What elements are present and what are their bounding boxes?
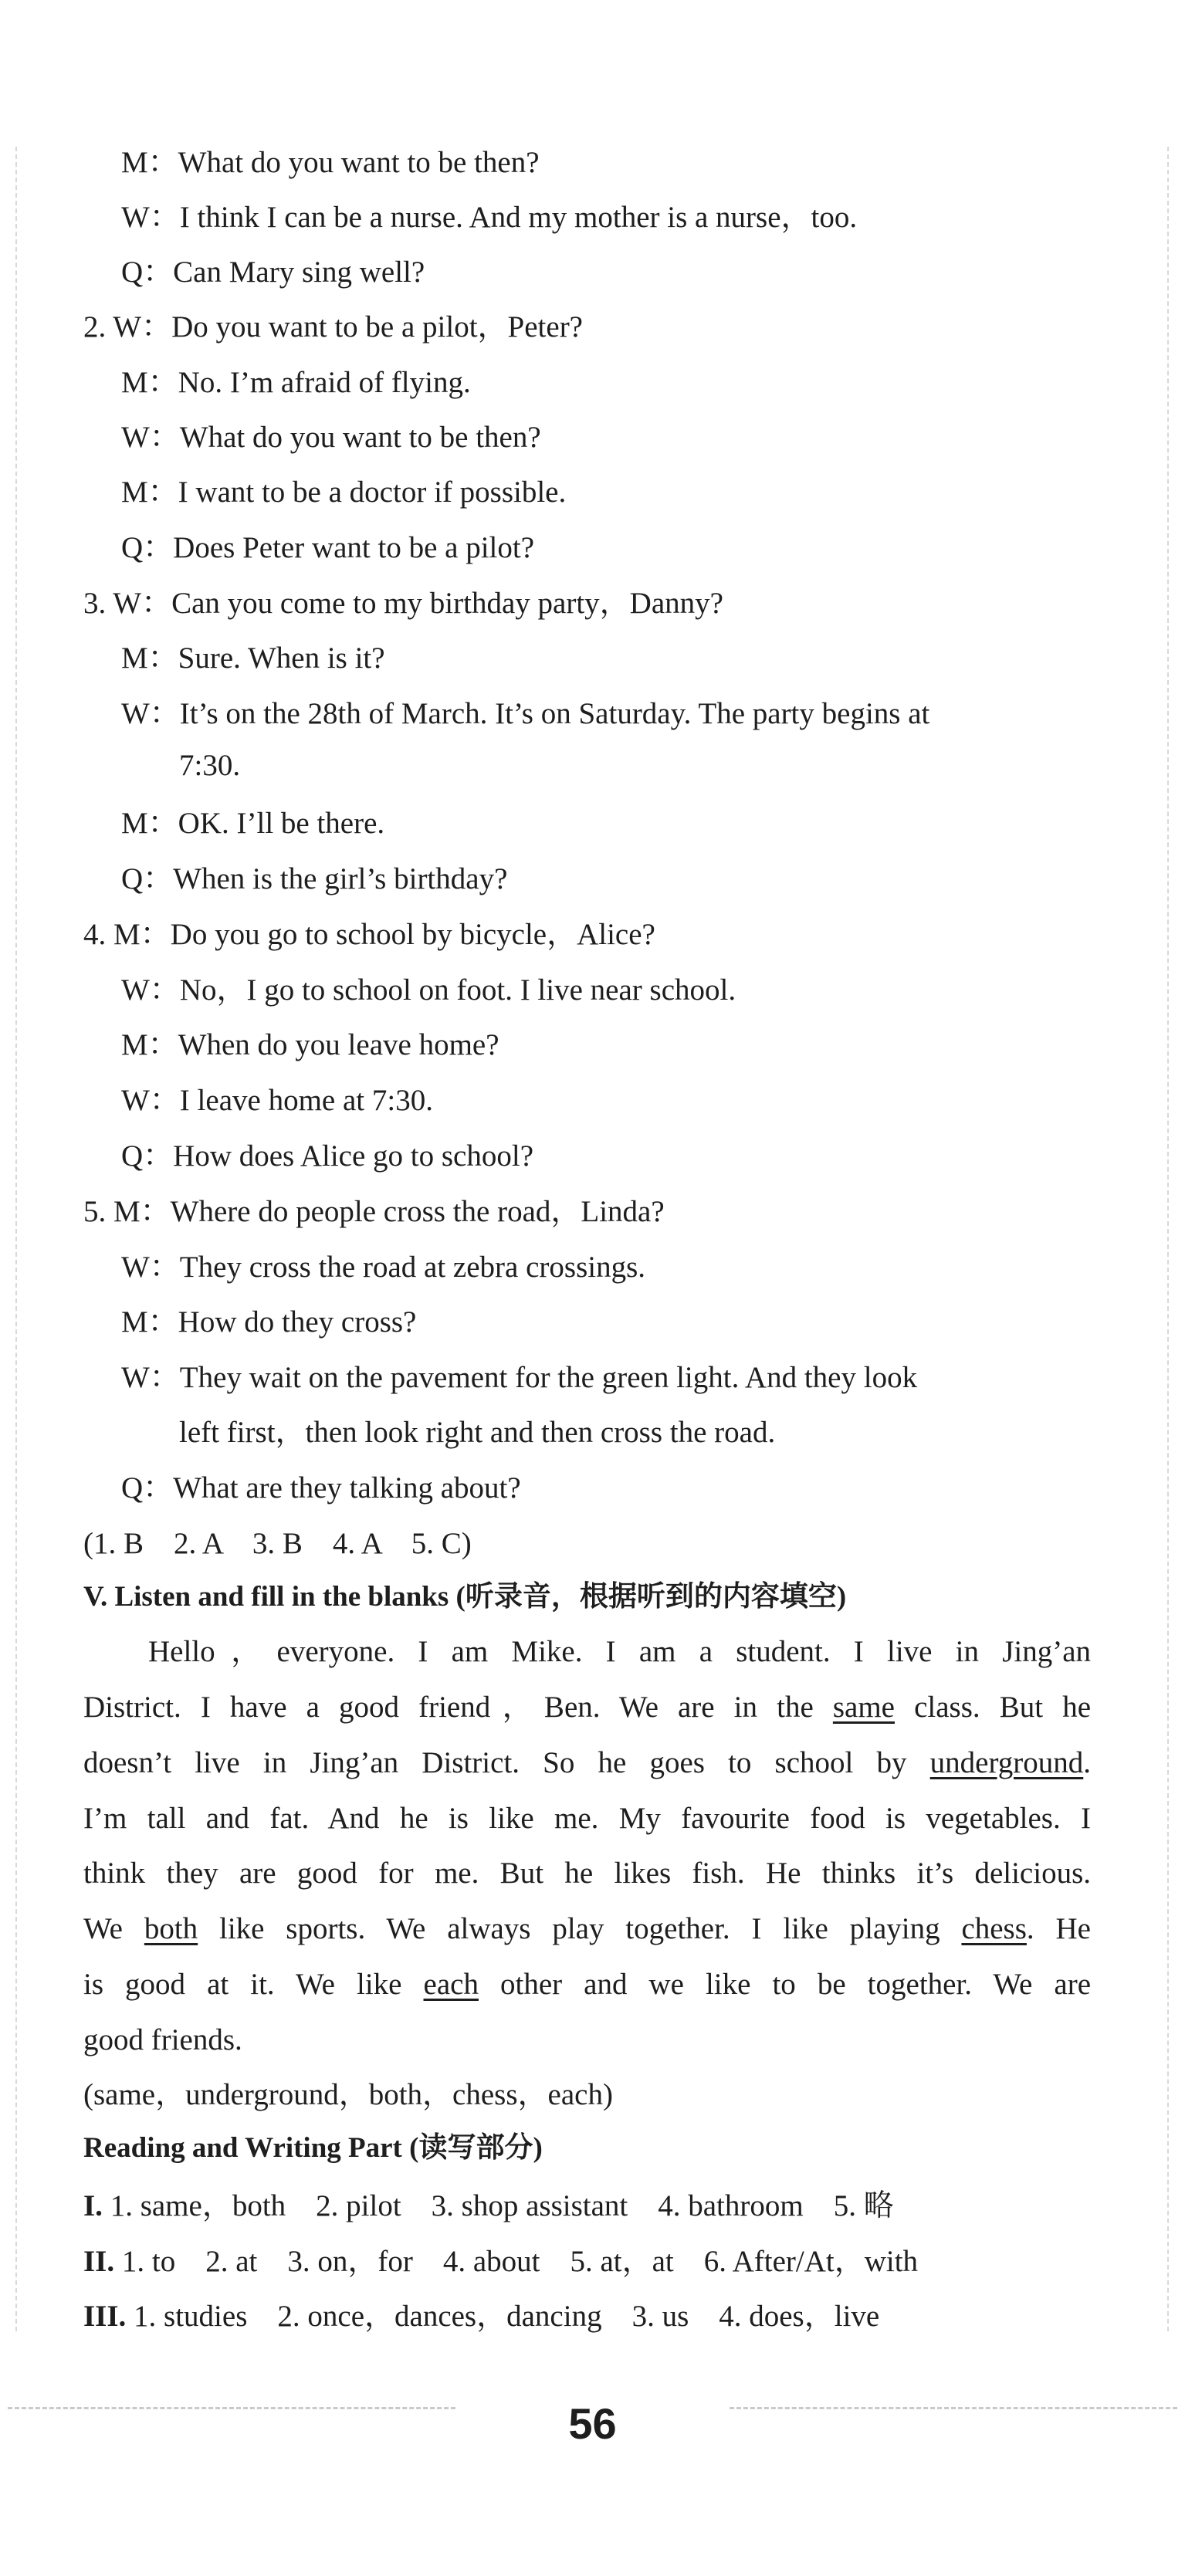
dialogue-line: M：No. I’m afraid of flying. bbox=[121, 366, 471, 399]
passage-text: District. I have a good friend，Ben. We are in the bbox=[83, 1691, 833, 1724]
passage-text: is good at it. We like bbox=[83, 1968, 424, 2001]
dialogue-line: Q：How does Alice go to school? bbox=[121, 1139, 534, 1173]
passage-line: good friends. bbox=[83, 2023, 242, 2056]
part-iii-label: III. bbox=[83, 2300, 127, 2333]
passage-line bbox=[83, 1687, 1091, 1728]
dialogue-line: left first，then look right and then cross the road. bbox=[179, 1416, 776, 1449]
part-i-label: I. bbox=[83, 2189, 103, 2222]
dialogue-line: Q：When is the girl’s birthday? bbox=[121, 862, 508, 895]
passage-line: think they are good for me. But he likes fish. He thinks it’s delicious. bbox=[83, 1857, 1091, 1890]
dialogue-line: 4. M：Do you go to school by bicycle，Alice? bbox=[83, 918, 655, 951]
dialogue-line: M：I want to be a doctor if possible. bbox=[121, 476, 567, 509]
answers-part-i bbox=[83, 2186, 894, 2226]
part-i-text: 1. same，both 2. pilot 3. shop assistant 4. bathroom 5. 略 bbox=[102, 2189, 894, 2222]
part-ii-text: 1. to 2. at 3. on，for 4. about 5. at，at 6. After/At，with bbox=[114, 2245, 919, 2278]
filled-blank: chess bbox=[961, 1912, 1027, 1945]
passage-line bbox=[83, 1965, 1091, 2005]
passage-text: other and we like to be together. We are bbox=[478, 1968, 1091, 2001]
passage-line bbox=[83, 1909, 1091, 1949]
filled-blank: same bbox=[832, 1691, 895, 1724]
section-v-heading: V. Listen and fill in the blanks (听录音，根据听到的内容填空) bbox=[83, 1581, 847, 1613]
dialogue-line: Q：Can Mary sing well? bbox=[121, 256, 425, 289]
filled-blank: each bbox=[423, 1968, 479, 2001]
reading-writing-heading: Reading and Writing Part (读写部分) bbox=[83, 2132, 543, 2164]
right-margin-dashes bbox=[1167, 147, 1169, 2331]
dialogue-line: Q：Does Peter want to be a pilot? bbox=[121, 531, 535, 564]
dialogue-line: M：When do you leave home? bbox=[121, 1028, 499, 1061]
passage-text: We bbox=[83, 1912, 144, 1945]
answers-section-v: (same，underground，both，chess，each) bbox=[83, 2078, 613, 2111]
left-margin-dashes bbox=[15, 147, 17, 2331]
dialogue-line: M：What do you want to be then? bbox=[121, 146, 540, 179]
passage-text: . bbox=[1083, 1746, 1091, 1779]
filled-blank: underground bbox=[929, 1746, 1084, 1779]
part-iii-text: 1. studies 2. once，dances，dancing 3. us 4. does，live bbox=[126, 2300, 880, 2333]
passage-text: doesn’t live in Jing’an District. So he goes to school by bbox=[83, 1746, 930, 1779]
dialogue-line: W：I think I can be a nurse. And my mother is a nurse，too. bbox=[121, 201, 858, 234]
dialogue-line: 3. W：Can you come to my birthday party，Danny? bbox=[83, 587, 723, 620]
page-number: 56 bbox=[568, 2399, 617, 2448]
dialogue-line: W：No，I go to school on foot. I live near school. bbox=[121, 973, 736, 1007]
passage-text: like sports. We always play together. I like playing bbox=[198, 1912, 962, 1945]
dialogue-line: 5. M：Where do people cross the road，Linda? bbox=[83, 1195, 665, 1228]
passage-line: I’m tall and fat. And he is like me. My favourite food is vegetables. I bbox=[83, 1802, 1091, 1835]
dialogue-line: M：Sure. When is it? bbox=[121, 641, 385, 675]
passage-line: Hello，everyone. I am Mike. I am a student. I live in Jing’an bbox=[148, 1635, 1091, 1668]
passage-line bbox=[83, 1743, 1091, 1783]
answers-section-iv: (1. B 2. A 3. B 4. A 5. C) bbox=[83, 1527, 472, 1560]
dialogue-line: M：How do they cross? bbox=[121, 1305, 417, 1339]
filled-blank: both bbox=[144, 1912, 198, 1945]
dialogue-line: M：OK. I’ll be there. bbox=[121, 807, 385, 840]
dialogue-line: W：They cross the road at zebra crossings. bbox=[121, 1251, 646, 1284]
passage-text: . He bbox=[1026, 1912, 1091, 1945]
dialogue-line: W：I leave home at 7:30. bbox=[121, 1084, 433, 1117]
dialogue-line: W：They wait on the pavement for the green light. And they look bbox=[121, 1361, 918, 1394]
dialogue-line: 7:30. bbox=[179, 749, 241, 782]
dialogue-line: W：What do you want to be then? bbox=[121, 421, 541, 454]
dialogue-line: 2. W：Do you want to be a pilot，Peter? bbox=[83, 310, 583, 344]
part-ii-label: II. bbox=[83, 2245, 115, 2278]
answers-part-ii bbox=[83, 2242, 918, 2282]
dialogue-line: Q：What are they talking about? bbox=[121, 1471, 521, 1505]
passage-text: class. But he bbox=[895, 1691, 1091, 1724]
answers-part-iii bbox=[83, 2297, 879, 2337]
dialogue-line: W：It’s on the 28th of March. It’s on Saturday. The party begins at bbox=[121, 697, 930, 730]
